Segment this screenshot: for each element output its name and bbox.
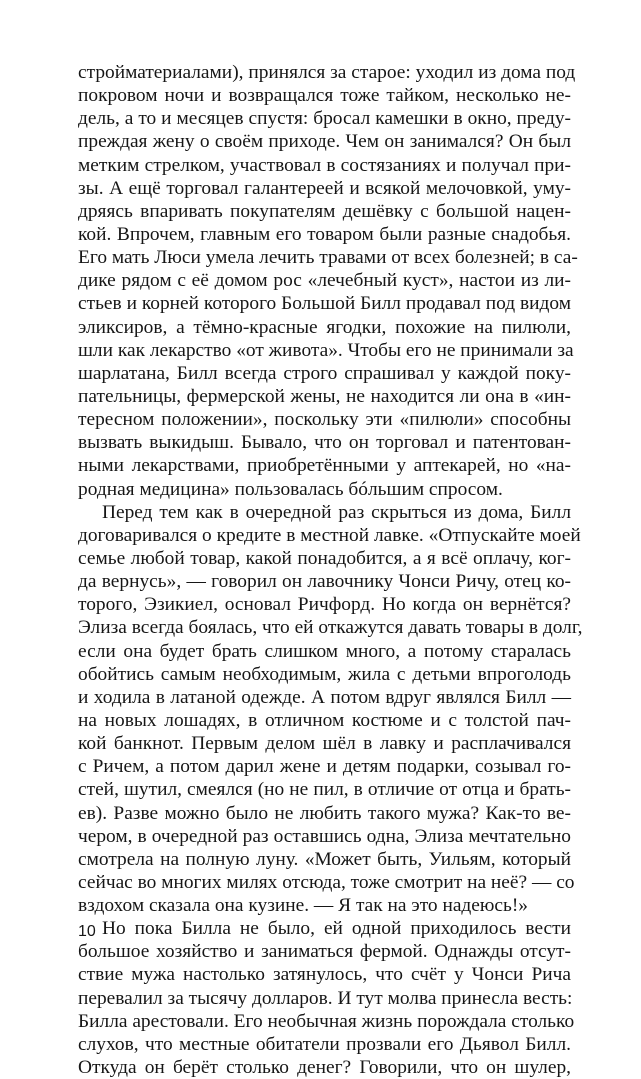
text-line: вызвать выкидыш. Бывало, что он торговал и патентован- bbox=[78, 432, 571, 454]
text-line: договаривался о кредите в местной лавке. «Отпускайте моей bbox=[78, 524, 581, 546]
text-line: Откуда он берёт столько денег? Говорили, что он шулер, bbox=[78, 1057, 571, 1079]
text-line: сейчас во многих милях отсюда, тоже смотрит на неё? — со bbox=[78, 871, 575, 893]
text-line: дряясь впаривать покупателям дешёвку с большой нацен- bbox=[78, 200, 571, 222]
text-line: ными лекарствами, приобретёнными у аптекарей, но «на- bbox=[78, 455, 571, 477]
text-line: Перед тем как в очередной раз скрыться из дома, Билл bbox=[102, 501, 571, 523]
text-line: метким стрелком, участвовал в состязаниях и получал при- bbox=[78, 154, 571, 176]
text-line: перевалил за тысячу долларов. И тут молва принесла весть: bbox=[78, 987, 573, 1009]
text-line: Его мать Люси умела лечить травами от всех болезней; в са- bbox=[78, 247, 578, 269]
text-line: с Ричем, а потом дарил жене и детям подарки, созывал го- bbox=[78, 756, 571, 778]
text-line: пательницы, фермерской жены, не находится ли она в «ин- bbox=[78, 385, 571, 407]
text-line: Билла арестовали. Его необычная жизнь порождала столько bbox=[78, 1010, 575, 1032]
text-line: зы. А ещё торговал галантереей и всякой мелочовкой, уму- bbox=[78, 177, 571, 199]
text-line: на новых лошадях, в отличном костюме и с толстой пач- bbox=[78, 709, 571, 731]
text-line: стьев и корней которого Большой Билл продавал под видом bbox=[78, 293, 571, 315]
text-line: эликсиров, а тёмно-красные ягодки, похожие на пилюли, bbox=[78, 316, 571, 338]
text-line: шли как лекарство «от живота». Чтобы его не принимали за bbox=[78, 339, 574, 361]
text-line: да вернусь», — говорил он лавочнику Чонси Ричу, отец ко- bbox=[78, 571, 571, 593]
text-line: ствие мужа настолько затянулось, что счёт у Чонси Рича bbox=[78, 964, 571, 986]
page-body bbox=[78, 61, 583, 1079]
text-line: и ходила в латаной одежде. А потом вдруг являлся Билл — bbox=[78, 686, 571, 708]
text-line: вздохом сказала она кузине. — Я так на это надеюсь!» bbox=[78, 895, 528, 917]
text-line: дель, а то и месяцев спустя: бросал камешки в окно, преду- bbox=[78, 108, 571, 130]
text-line: преждая жену о своём приходе. Чем он занимался? Он был bbox=[78, 131, 571, 153]
text-line: кой. Впрочем, главным его товаром были разные снадобья. bbox=[78, 223, 571, 245]
text-line: покровом ночи и возвращался тоже тайком, несколько не- bbox=[78, 85, 571, 107]
text-line: стройматериалами), принялся за старое: уходил из дома под bbox=[78, 62, 576, 83]
paragraph-3 bbox=[78, 917, 575, 1079]
text-line: семье любой товар, какой понадобится, а я всё оплачу, ког- bbox=[78, 547, 571, 569]
text-line: Элиза всегда боялась, что ей откажутся давать товары в долг, bbox=[78, 617, 583, 639]
text-line: смотрела на полную луну. «Может быть, Уильям, который bbox=[78, 848, 571, 870]
paragraph-1 bbox=[78, 61, 578, 501]
text-line: шарлатана, Билл всегда строго спрашивал у каждой поку- bbox=[78, 362, 571, 384]
text-line: дике рядом с её домом рос «лечебный куст», настои из ли- bbox=[78, 270, 571, 292]
text-line: кой банкнот. Первым делом шёл в лавку и расплачивался bbox=[78, 733, 571, 755]
text-line: родная медицина» пользовалась бóльшим спросом. bbox=[78, 478, 503, 500]
text-line: торого, Эзикиел, основал Ричфорд. Но когда он вернётся? bbox=[78, 594, 571, 616]
text-line: ев). Разве можно было не любить такого мужа? Как-то ве- bbox=[78, 802, 571, 824]
text-line: Но пока Билла не было, ей одной приходилось вести bbox=[102, 918, 571, 940]
text-line: если она будет брать слишком много, а потому старалась bbox=[78, 640, 571, 662]
paragraph-2 bbox=[78, 501, 583, 918]
text-line: стей, шутил, смеялся (но не пил, в отличие от отца и брать- bbox=[78, 779, 571, 801]
page-number: 10 bbox=[78, 923, 96, 940]
text-line: чером, в очередной раз оставшись одна, Элиза мечтательно bbox=[78, 825, 571, 847]
text-line: тересном положении», поскольку эти «пилюли» способны bbox=[78, 409, 571, 431]
text-line: слухов, что местные обитатели прозвали его Дьявол Билл. bbox=[78, 1033, 571, 1055]
text-line: обойтись самым необходимым, жила с детьми впроголодь bbox=[78, 663, 571, 685]
text-line: большое хозяйство и заниматься фермой. Однажды отсут- bbox=[78, 941, 571, 963]
